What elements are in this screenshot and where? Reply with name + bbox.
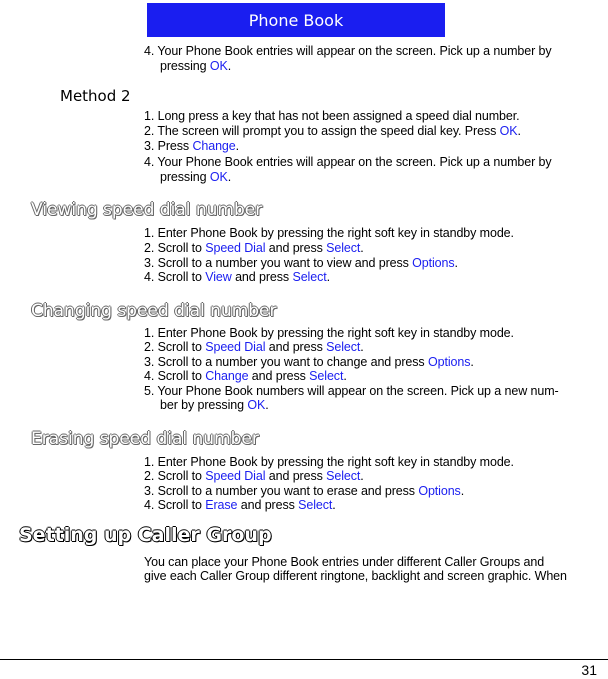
step-item: 3. Scroll to a number you want to erase and press Options. bbox=[144, 484, 465, 498]
method-heading: Method 2 bbox=[60, 87, 131, 105]
step-item: 3. Press Change. bbox=[144, 139, 239, 153]
step-item: 4. Your Phone Book entries will appear on the screen. Pick up a number by bbox=[144, 44, 552, 58]
step-continuation: pressing OK. bbox=[160, 59, 232, 73]
step-item: 1. Enter Phone Book by pressing the right soft key in standby mode. bbox=[144, 226, 514, 240]
step-item: 2. Scroll to Speed Dial and press Select. bbox=[144, 241, 364, 255]
section-heading-viewing: Viewing speed dial number bbox=[31, 200, 263, 220]
step-item: 1. Enter Phone Book by pressing the right soft key in standby mode. bbox=[144, 326, 514, 340]
ok-key-label: OK bbox=[209, 170, 228, 184]
step-item: 2. Scroll to Speed Dial and press Select. bbox=[144, 469, 364, 483]
ok-key-label: OK bbox=[209, 59, 228, 73]
step-item: 3. Scroll to a number you want to view and press Options. bbox=[144, 256, 458, 270]
step-item: 2. The screen will prompt you to assign the speed dial key. Press OK. bbox=[144, 124, 521, 138]
step-item: 3. Scroll to a number you want to change and press Options. bbox=[144, 355, 474, 369]
step-item: 4. Scroll to Erase and press Select. bbox=[144, 498, 336, 512]
step-item: 2. Scroll to Speed Dial and press Select. bbox=[144, 340, 364, 354]
step-item: 4. Scroll to View and press Select. bbox=[144, 270, 330, 284]
ok-key-label: OK bbox=[499, 124, 518, 138]
section-heading-changing: Changing speed dial number bbox=[31, 301, 277, 321]
page-number: 31 bbox=[581, 662, 597, 678]
paragraph-line: give each Caller Group different ringtone, backlight and screen graphic. When bbox=[144, 569, 567, 583]
step-item: 5. Your Phone Book numbers will appear on the screen. Pick up a new num- bbox=[144, 384, 559, 398]
step-item: 1. Long press a key that has not been assigned a speed dial number. bbox=[144, 109, 520, 123]
step-item: 1. Enter Phone Book by pressing the right soft key in standby mode. bbox=[144, 455, 514, 469]
paragraph-line: You can place your Phone Book entries under different Caller Groups and bbox=[144, 555, 545, 569]
step-item: 4. Your Phone Book entries will appear on the screen. Pick up a number by bbox=[144, 155, 552, 169]
section-heading-erasing: Erasing speed dial number bbox=[31, 429, 259, 449]
step-continuation: pressing OK. bbox=[160, 170, 232, 184]
step-item: 4. Scroll to Change and press Select. bbox=[144, 369, 347, 383]
change-key-label: Change bbox=[192, 139, 236, 153]
section-banner: Phone Book bbox=[147, 3, 445, 37]
step-continuation: ber by pressing OK. bbox=[160, 398, 269, 412]
section-heading-caller-group: Setting up Caller Group bbox=[19, 524, 272, 546]
footer-divider bbox=[0, 659, 608, 660]
